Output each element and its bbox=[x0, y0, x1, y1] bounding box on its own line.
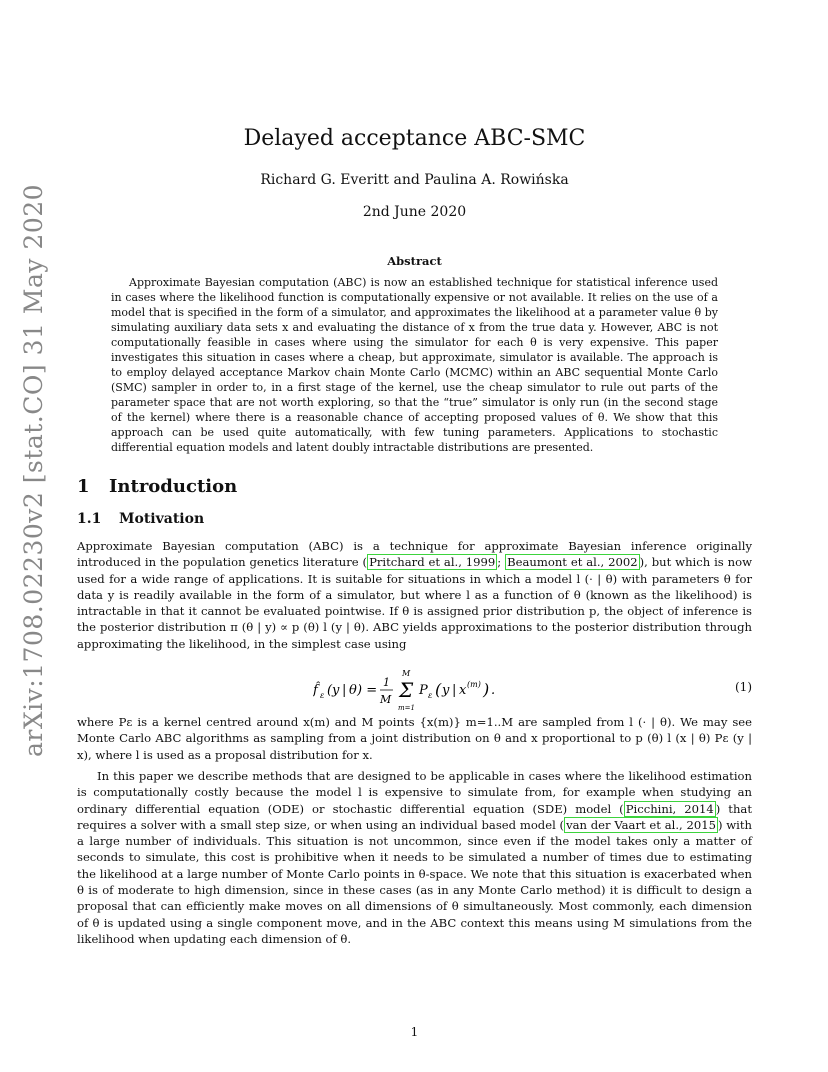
svg-text:.: . bbox=[491, 683, 496, 698]
subsection-number: 1.1 bbox=[77, 511, 102, 527]
paragraph-1 bbox=[77, 538, 752, 652]
paragraph-3 bbox=[77, 768, 752, 947]
svg-text:(m): (m) bbox=[467, 680, 481, 689]
svg-text:(: ( bbox=[435, 680, 442, 699]
arxiv-sidebar bbox=[14, 183, 54, 757]
svg-text:|: | bbox=[342, 683, 347, 698]
paragraph-1-text-b: ), but which is now used for a wide range of applications. It is suitable for situations in which a model l (· | θ) with parameters θ for data y is readily available in the form of a simulator, but where l as a function of θ (known as the likelihood) is intractable in that it cannot be evaluated pointwise. If θ is assigned prior distribution p, the object of inference is the posterior distribution π (θ | y) ∝ p (θ) l (y | θ). ABC yields approximations to the posterior distribution through approximating the likelihood, in the simplest case using bbox=[77, 555, 752, 651]
svg-text:y: y bbox=[442, 683, 450, 698]
citation-link[interactable]: van der Vaart et al., 2015 bbox=[566, 817, 716, 832]
citation-link[interactable]: Picchini, 2014 bbox=[625, 801, 714, 816]
citation-link[interactable]: Pritchard et al., 1999 bbox=[369, 555, 496, 570]
svg-text:|: | bbox=[452, 683, 457, 698]
svg-text:M: M bbox=[380, 693, 392, 706]
svg-text:Σ: Σ bbox=[399, 678, 414, 702]
svg-text:θ: θ bbox=[349, 683, 357, 698]
svg-text:): ) bbox=[483, 680, 490, 699]
svg-text:f̂: f̂ bbox=[313, 683, 318, 698]
paragraph-3-text-c: ) with a large number of individuals. This situation is not uncommon, since even if the model takes only a matter of seconds to simulate, this cost is prohibitive when it needs to be simulated a number of times due to estimating the likelihood at a large number of Monte Carlo points in θ-space. We note that this situation is exacerbated when θ is of moderate to high dimension, since in these cases (as in any Monte Carlo method) it is difficult to design a proposal that can efficiently make moves on all dimensions of θ simultaneously. Most commonly, each dimension of θ is updated using a single component move, and in the ABC context this means using M simulations from the likelihood when updating each dimension of θ. bbox=[77, 817, 753, 946]
paragraph-2: where Pε is a kernel centred around x(m) and M points {x(m)} m=1..M are sampled from l (· | θ). We may see Monte Carlo ABC algorithms as sampling from a joint distribution on θ and x proportional to p (θ) l (x | θ) Pε (y | x), where l is used as a proposal distribution for x. bbox=[77, 715, 752, 762]
section-title: Introduction bbox=[109, 476, 238, 497]
paragraph-1-text-a: Approximate Bayesian computation (ABC) is a technique for approximate Bayesian inference originally introduced in the population genetics literature ( bbox=[77, 539, 752, 570]
svg-text:y: y bbox=[332, 683, 340, 698]
paper-authors: Richard G. Everitt and Paulina A. Rowińska bbox=[260, 172, 569, 188]
svg-text:ε: ε bbox=[320, 691, 325, 700]
paper-date: 2nd June 2020 bbox=[362, 204, 467, 220]
svg-text:x: x bbox=[459, 683, 467, 698]
svg-text:M: M bbox=[402, 669, 411, 678]
citation-separator: ; bbox=[497, 555, 506, 570]
paragraph-3-text-b: ) that requires a solver with a small step size, or when using an individual based model ( bbox=[77, 801, 752, 832]
abstract-heading: Abstract bbox=[387, 254, 442, 268]
section-heading bbox=[77, 476, 237, 497]
svg-text:m=1: m=1 bbox=[398, 704, 415, 712]
abstract-text: Approximate Bayesian computation (ABC) is now an established technique for statistical inference used in cases where the likelihood function is computationally expensive or not available. It relies on the use of a model that is specified in the form of a simulator, and approximates the likelihood at a parameter value θ by simulating auxiliary data sets x and evaluating the distance of x from the true data y. However, ABC is not computationally feasible in cases where using the simulator for each θ is very expensive. This paper investigates this situation in cases where a cheap, but approximate, simulator is available. The approach is to employ delayed acceptance Markov chain Monte Carlo (MCMC) within an ABC sequential Monte Carlo (SMC) sampler in order to, in a first stage of the kernel, use the cheap simulator to rule out parts of the parameter space that are not worth exploring, so that the “true” simulator is only run (in the second stage of the kernel) where there is a reasonable chance of accepting proposed values of θ. We show that this approach can be used quite automatically, with few tuning parameters. Applications to stochastic differential equation models and latent doubly intractable distributions are presented. bbox=[111, 276, 718, 454]
equation-number: (1) bbox=[735, 680, 752, 694]
svg-text:P: P bbox=[419, 683, 428, 698]
page-number: 1 bbox=[410, 1025, 419, 1039]
subsection-heading bbox=[77, 511, 204, 527]
svg-text:ε: ε bbox=[428, 691, 433, 700]
paper-title: Delayed acceptance ABC-SMC bbox=[243, 126, 586, 151]
arxiv-identifier: arXiv:1708.02230v2 [stat.CO] 31 May 2020 bbox=[19, 183, 49, 757]
equation-1 bbox=[77, 668, 752, 712]
paragraph-3-text-a: In this paper we describe methods that are designed to be applicable in cases where the likelihood estimation is computationally costly because the model l is expensive to simulate from, for example when studying an ordinary differential equation (ODE) or stochastic differential equation (SDE) model ( bbox=[77, 769, 752, 816]
citation-link[interactable]: Beaumont et al., 2002 bbox=[507, 555, 638, 570]
section-number: 1 bbox=[77, 476, 90, 497]
svg-text:1: 1 bbox=[383, 676, 390, 689]
subsection-title: Motivation bbox=[119, 511, 205, 527]
svg-text:) =: ) = bbox=[357, 683, 378, 698]
svg-text:(: ( bbox=[327, 683, 333, 698]
equation-formula bbox=[313, 668, 513, 712]
